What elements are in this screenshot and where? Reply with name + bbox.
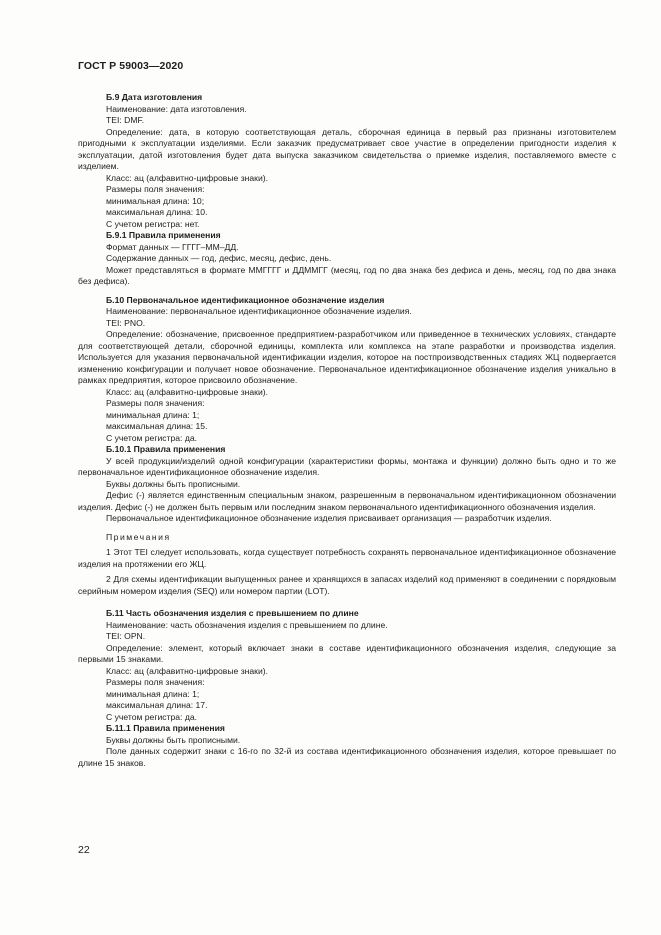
b9-tei: TEI: DMF. [106, 115, 145, 125]
b9-rule-3: Может представляться в формате ММГГГГ и ДДММГГ (месяц, год по два знака без дефиса и день, месяц, год по два знака без дефиса). [78, 264, 616, 286]
subsection-title-b10-1: Б.10.1 Правила применения [106, 444, 226, 454]
b11-name: Наименование: часть обозначения изделия с превышением по длине. [106, 619, 388, 630]
b10-case: С учетом регистра: да. [106, 432, 198, 443]
b10-definition: Определение: обозначение, присвоенное предприятием-разработчиком или приведенное в технических условиях, стандарте для соответствующей детали, сборочной единицы, комплекта или комплекса на этапе разработки и производства изделия. Используется для указания первоначальной идентификации изделия, которое на постпроизводственных стадиях ЖЦ подвергается изменению конфигурации и получает новое обозначение. Первоначальное идентификационное обозначение изделия уникально в рамках предприятия, которое присвоило обозначение. [78, 329, 616, 385]
b10-name: Наименование: первоначальное идентификационное обозначение изделия. [106, 306, 412, 316]
page-number: 22 [78, 844, 90, 856]
b9-name: Наименование: дата изготовления. [106, 103, 247, 114]
section-title-b11: Б.11 Часть обозначения изделия с превышением по длине [106, 608, 359, 618]
b10-tei: TEI: PNO. [106, 317, 146, 328]
b10-sizes: Размеры поля значения: [106, 398, 205, 408]
document-body [78, 92, 616, 769]
b9-rule-2: Содержание данных — год, дефис, месяц, дефис, день. [106, 253, 332, 263]
document-header: ГОСТ Р 59003—2020 [78, 60, 184, 72]
b11-rule-1: Буквы должны быть прописными. [106, 734, 241, 745]
b11-max-length: максимальная длина: 17. [106, 700, 208, 710]
b9-case: С учетом регистра: нет. [106, 218, 200, 229]
b11-class: Класс: ац (алфавитно-цифровые знаки). [106, 665, 268, 676]
b9-min-length: минимальная длина: 10; [106, 195, 205, 206]
b10-rule-1: У всей продукции/изделий одной конфигурации (характеристики формы, монтажа и функции) должно быть одно и то же первоначальное идентификационное обозначение изделия. [78, 455, 616, 477]
b10-rule-2: Буквы должны быть прописными. [106, 478, 241, 489]
b11-definition: Определение: элемент, который включает знаки в составе идентификационного обозначения изделия, следующие за первыми 15 знаками. [78, 642, 616, 664]
b11-rule-2: Поле данных содержит знаки с 16-го по 32-й из состава идентификационного обозначения изделия, которое превышает по длине 15 знаков. [78, 746, 616, 768]
b10-min-length: минимальная длина: 1; [106, 409, 200, 420]
b11-tei: TEI: OPN. [106, 631, 146, 641]
subsection-title-b11-1: Б.11.1 Правила применения [106, 723, 225, 733]
note-1: 1 Этот TEI следует использовать, когда существует потребность сохранять первоначальное идентификационное обозначение изделия на протяжении его ЖЦ. [78, 547, 616, 569]
b10-rule-4: Первоначальное идентификационное обозначение изделия присваивает организация — разработчик изделия. [106, 513, 552, 523]
b10-max-length: максимальная длина: 15. [106, 421, 208, 431]
subsection-title-b9-1: Б.9.1 Правила применения [106, 230, 221, 240]
b11-sizes: Размеры поля значения: [106, 677, 205, 687]
b10-rule-3: Дефис (-) является единственным специальным знаком, разрешенным в первоначальном идентификационном обозначении изделия. Дефис (-) не должен быть первым или последним знаком первоначального идентификационного обозначения изделия. [78, 490, 616, 512]
b9-definition: Определение: дата, в которую соответствующая деталь, сборочная единица в первый раз признаны изготовителем пригодными к эксплуатации изделиями. Если заказчик предусматривает свое участие в определении пригодности изделия к эксплуатации, датой изготовления будет дата выпуска заказчиком свидетельства о приемке изделия, поставляемого вместе с изделием. [78, 126, 616, 171]
b11-min-length: минимальная длина: 1; [106, 688, 200, 699]
b9-rule-1: Формат данных — ГГГГ–ММ–ДД. [106, 241, 239, 252]
b9-sizes: Размеры поля значения: [106, 184, 205, 194]
b10-class: Класс: ац (алфавитно-цифровые знаки). [106, 386, 268, 397]
section-title-b10: Б.10 Первоначальное идентификационное обозначение изделия [106, 294, 385, 305]
b11-case: С учетом регистра: да. [106, 711, 198, 722]
notes-title: Примечания [106, 531, 171, 542]
section-title-b9: Б.9 Дата изготовления [106, 92, 203, 102]
b9-class: Класс: ац (алфавитно-цифровые знаки). [106, 172, 268, 183]
b9-max-length: максимальная длина: 10. [106, 207, 208, 217]
note-2: 2 Для схемы идентификации выпущенных ранее и хранящихся в запасах изделий код применяют в соединении с порядковым серийным номером изделия (SEQ) или номером партии (LOT). [78, 574, 616, 596]
